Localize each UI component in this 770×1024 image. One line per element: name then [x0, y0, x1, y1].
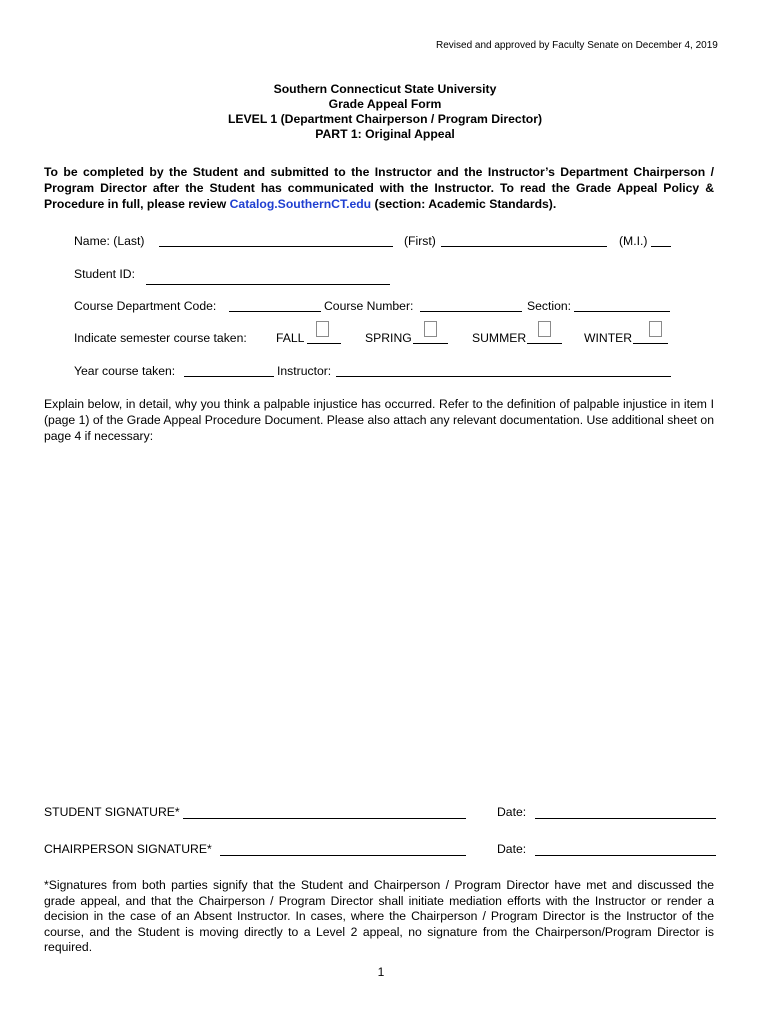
semester-spring-checkbox[interactable]	[424, 321, 437, 337]
student-date-label: Date:	[497, 805, 527, 819]
semester-fall-label: FALL	[276, 331, 305, 345]
name-last-label: Name: (Last)	[74, 234, 145, 248]
semester-spring-line	[413, 343, 448, 344]
semester-winter-line	[633, 343, 668, 344]
intro-text-end: (section: Academic Standards).	[374, 197, 557, 211]
instructor-label: Instructor:	[277, 364, 332, 378]
form-title: Grade Appeal Form	[328, 97, 442, 111]
section-label: Section:	[527, 299, 572, 313]
semester-summer-label: SUMMER	[472, 331, 527, 345]
semester-summer-line	[527, 343, 562, 344]
instructor-input[interactable]	[336, 376, 671, 377]
course-number-label: Course Number:	[324, 299, 414, 313]
part-title: PART 1: Original Appeal	[315, 127, 455, 141]
year-taken-label: Year course taken:	[74, 364, 176, 378]
chair-signature-label: CHAIRPERSON SIGNATURE*	[44, 842, 212, 856]
section-input[interactable]	[574, 311, 670, 312]
name-mi-label: (M.I.)	[619, 234, 648, 248]
intro-paragraph	[44, 164, 714, 212]
year-taken-input[interactable]	[184, 376, 274, 377]
student-signature-input[interactable]	[183, 818, 466, 819]
name-first-label: (First)	[404, 234, 436, 248]
semester-summer-checkbox[interactable]	[538, 321, 551, 337]
explanation-area[interactable]	[44, 452, 714, 792]
semester-winter-label: WINTER	[584, 331, 633, 345]
explanation-instructions: Explain below, in detail, why you think a palpable injustice has occurred. Refer to the definition of palpable injustice in item I (page 1) of the Grade Appeal Procedure Document. Please also attach any relevant documentation. Use additional sheet on page 4 if necessary:	[44, 397, 714, 443]
chair-signature-input[interactable]	[220, 855, 466, 856]
signature-footnote: *Signatures from both parties signify that the Student and Chairperson / Program Director have met and discussed the grade appeal, and that the Chairperson / Program Director shall initiate mediation efforts with the Instructor or render a decision in the case of an Absent Instructor. In cases, where the Chairperson / Program Director is the Instructor of the course, and the Student is moving directly to a Level 2 appeal, no signature from the Chairperson/Program Director is required.	[44, 878, 714, 954]
course-number-input[interactable]	[420, 311, 522, 312]
name-first-input[interactable]	[441, 246, 607, 247]
university-name: Southern Connecticut State University	[273, 82, 497, 96]
dept-code-label: Course Department Code:	[74, 299, 217, 313]
catalog-link[interactable]: Catalog.SouthernCT.edu	[229, 197, 372, 211]
semester-fall-line	[307, 343, 341, 344]
revision-note: Revised and approved by Faculty Senate on December 4, 2019	[436, 40, 718, 51]
student-date-input[interactable]	[535, 818, 716, 819]
dept-code-input[interactable]	[229, 311, 321, 312]
semester-label: Indicate semester course taken:	[74, 331, 247, 345]
semester-fall-checkbox[interactable]	[316, 321, 329, 337]
semester-spring-label: SPRING	[365, 331, 412, 345]
student-signature-label: STUDENT SIGNATURE*	[44, 805, 180, 819]
chair-date-label: Date:	[497, 842, 527, 856]
student-id-input[interactable]	[146, 284, 390, 285]
intro-text: To be completed by the Student and submitted to the Instructor and the Instructor’s Department Chairperson / Program Director after the Student has communicated with the Instructor. To read the Grade Appeal Policy & Procedure in full, please review	[44, 165, 714, 211]
page-number: 1	[377, 965, 385, 979]
student-id-label: Student ID:	[74, 267, 135, 281]
name-last-input[interactable]	[159, 246, 393, 247]
chair-date-input[interactable]	[535, 855, 716, 856]
semester-winter-checkbox[interactable]	[649, 321, 662, 337]
name-mi-input[interactable]	[651, 246, 671, 247]
level-title: LEVEL 1 (Department Chairperson / Program Director)	[227, 112, 542, 126]
